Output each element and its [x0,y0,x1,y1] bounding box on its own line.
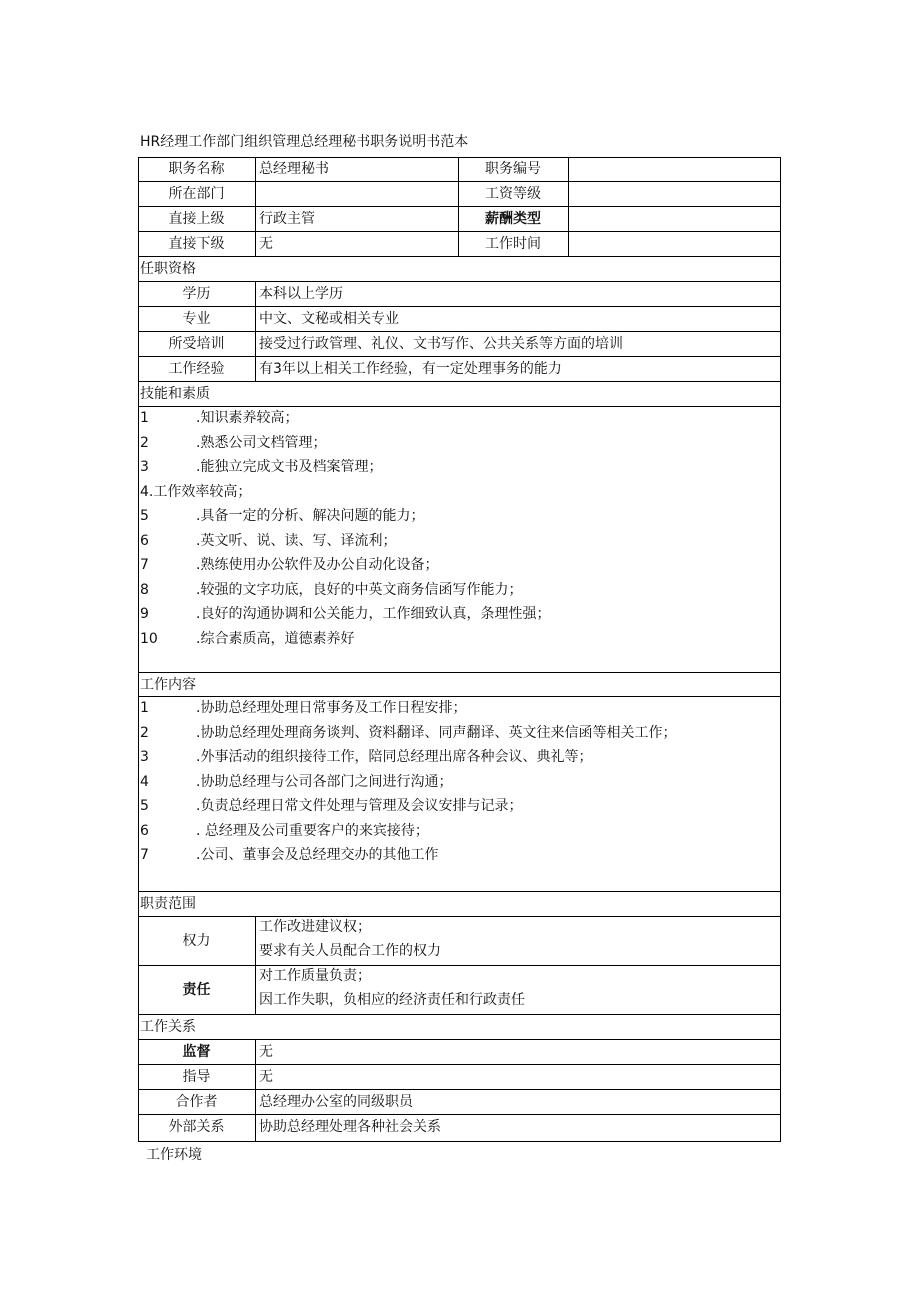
responsibility-label: 责任 [182,982,211,998]
duties-heading: 工作内容 [140,677,196,693]
authority-line: 工作改进建议权； [259,919,371,935]
salary-type-label: 薪酬类型 [485,211,541,227]
responsibility-line: 对工作质量负责； [259,968,371,984]
relation-value: 协助总经理处理各种社会关系 [259,1119,441,1135]
duty-item-text: .协助总经理处理商务谈判、资料翻译、同声翻译、英文往来信函等相关工作； [196,724,677,741]
skill-item-number: 5 [140,508,149,524]
duty-item-number: 1 [140,700,149,716]
duty-item-number: 5 [140,798,149,814]
table-border-top [138,157,781,158]
qualification-label: 工作经验 [168,361,225,377]
row-divider [138,891,781,892]
skill-item-text: .熟悉公司文档管理； [196,434,327,451]
row-divider [138,281,781,282]
qualification-value: 本科以上学历 [259,286,343,302]
row-divider [138,206,781,207]
environment-heading: 工作环境 [146,1147,202,1163]
col-divider [255,916,256,1014]
relation-label: 外部关系 [168,1119,225,1135]
authority-label: 权力 [182,933,211,949]
qualification-label: 专业 [182,311,211,327]
relation-value: 总经理办公室的同级职员 [259,1094,413,1110]
subordinate-label: 直接下级 [168,236,225,252]
subordinate-value: 无 [259,236,273,252]
skill-item-number: 1 [140,410,149,426]
duty-item-text: .外事活动的组织接待工作，陪同总经理出席各种会议、典礼等； [196,749,593,765]
row-divider [138,1089,781,1090]
relation-label: 监督 [182,1044,211,1060]
skill-item-number: 6 [140,532,149,549]
relation-value: 无 [259,1044,273,1060]
scope-heading: 职责范围 [140,896,196,912]
row-divider [138,306,781,307]
skill-item-text: 4.工作效率较高； [140,483,252,500]
skill-item-number: 3 [140,459,149,475]
row-divider [138,231,781,232]
skill-item-number: 9 [140,606,149,622]
duty-item-number: 3 [140,749,149,765]
authority-line: 要求有关人员配合工作的权力 [259,943,441,959]
table-border-bottom [138,1141,781,1142]
skill-item-text: .英文听、说、读、写、译流利； [196,532,397,549]
duty-item-text: .协助总经理处理日常事务及工作日程安排； [196,700,467,716]
relation-value: 无 [259,1069,273,1085]
qualification-value: 有3年以上相关工作经验，有一定处理事务的能力 [259,361,562,377]
duty-item-number: 6 [140,822,149,839]
document-title: HR经理工作部门组织管理总经理秘书职务说明书范本 [140,134,469,150]
col-divider [255,157,256,256]
duty-item-text: .协助总经理与公司各部门之间进行沟通； [196,773,453,790]
job-name-label: 职务名称 [168,161,225,177]
row-divider [138,696,781,697]
grade-label: 工资等级 [485,186,541,202]
duty-item-number: 7 [140,847,149,863]
row-divider [138,672,781,673]
skill-item-text: .综合素质高，道德素养好 [196,630,355,647]
duty-item-text: .公司、董事会及总经理交办的其他工作 [196,847,439,863]
skill-item-number: 7 [140,557,149,573]
qualification-label: 所受培训 [168,336,225,352]
qualification-value: 中文、文秘或相关专业 [259,311,399,327]
skill-item-text: .较强的文字功底，良好的中英文商务信函写作能力； [196,581,523,598]
relation-label: 指导 [182,1069,211,1085]
table-border-right [780,157,781,1142]
row-divider [138,256,781,257]
skill-item-text: .具备一定的分析、解决问题的能力； [196,508,425,524]
col-divider [255,1039,256,1141]
skill-item-text: .熟练使用办公软件及办公自动化设备； [196,557,439,573]
skill-item-number: 8 [140,581,149,598]
row-divider [138,381,781,382]
row-divider [138,1114,781,1115]
row-divider [138,1064,781,1065]
skill-item-text: .知识素养较高； [196,410,299,426]
relation-label: 合作者 [175,1094,218,1110]
qualifications-heading: 任职资格 [140,261,196,277]
job-name-value: 总经理秘书 [259,161,329,177]
row-divider [138,181,781,182]
row-divider [138,1014,781,1015]
row-divider [138,331,781,332]
row-divider [138,406,781,407]
relations-heading: 工作关系 [140,1019,196,1035]
qualification-label: 学历 [182,286,211,302]
duty-item-number: 4 [140,773,149,790]
work-time-label: 工作时间 [485,236,541,252]
duty-item-text: .负责总经理日常文件处理与管理及会议安排与记录； [196,798,523,814]
row-divider [138,965,781,966]
skills-heading: 技能和素质 [140,386,210,402]
skill-item-text: .能独立完成文书及档案管理； [196,459,383,475]
row-divider [138,916,781,917]
dept-label: 所在部门 [168,186,225,202]
col-divider [255,281,256,381]
row-divider [138,1039,781,1040]
superior-value: 行政主管 [259,211,315,227]
job-description-table [138,157,781,1142]
duty-item-number: 2 [140,724,149,741]
skill-item-number: 10 [140,630,158,647]
col-divider [568,157,569,256]
qualification-value: 接受过行政管理、礼仪、文书写作、公共关系等方面的培训 [259,336,623,352]
row-divider [138,356,781,357]
responsibility-line: 因工作失职，负相应的经济责任和行政责任 [259,992,525,1008]
skill-item-number: 2 [140,434,149,451]
job-no-label: 职务编号 [485,161,541,177]
duty-item-text: . 总经理及公司重要客户的来宾接待； [196,822,429,839]
superior-label: 直接上级 [168,211,225,227]
skill-item-text: .良好的沟通协调和公关能力，工作细致认真，条理性强； [196,606,551,622]
